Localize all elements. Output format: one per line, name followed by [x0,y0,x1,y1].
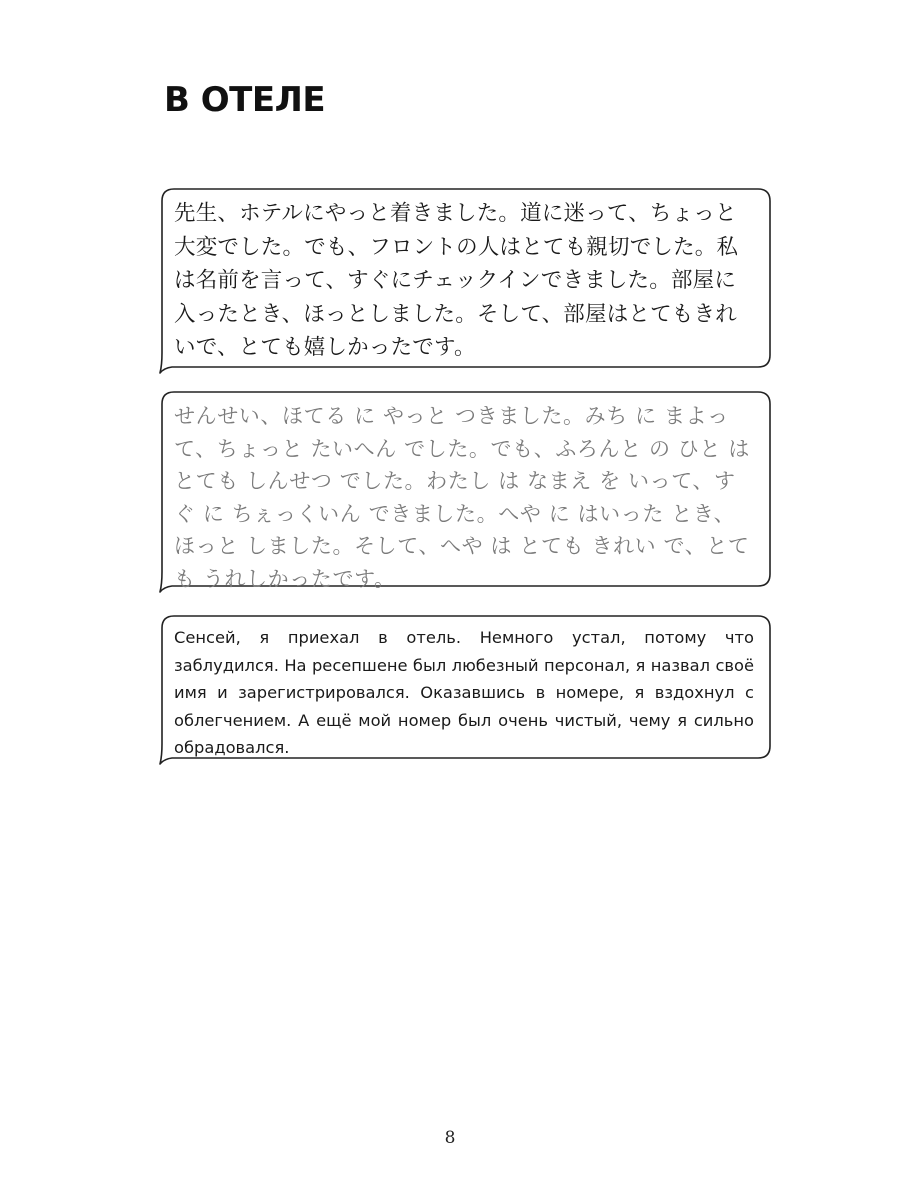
speech-bubble-russian [160,612,772,766]
page-number: 8 [444,1128,456,1148]
kana-text: せんせい、ほてる に やっと つきました。みち に まよって、ちょっと たいへん でした。でも、ふろんと の ひと は とても しんせつ でした。わたし は なまえ を いって、すぐ に ちぇっくいん できました。へや に はいった とき、ほっと しました。そして、へや は とても きれい で、とても うれしかったです。 [174,404,750,591]
kanji-text: 先生、ホテルにやっと着きました。道に迷って、ちょっと大変でした。でも、フロントの人はとても親切でした。私は名前を言って、すぐにチェックインできました。部屋に入ったとき、ほっとしました。そして、部屋はとてもきれいで、とても嬉しかったです。 [174,201,739,360]
page-title: В ОТЕЛЕ [164,80,326,120]
speech-bubble-kanji [160,185,772,375]
russian-translation-text: Сенсей, я приехал в отель. Немного устал, потому что заблудился. На ресепшене был любезный персонал, я назвал своё имя и зарегистрировался. Оказавшись в номере, я вздохнул с облегчением. А ещё мой номер был очень чистый, чему я сильно обрадовался. [174,628,754,757]
speech-bubble-kana [160,388,772,594]
